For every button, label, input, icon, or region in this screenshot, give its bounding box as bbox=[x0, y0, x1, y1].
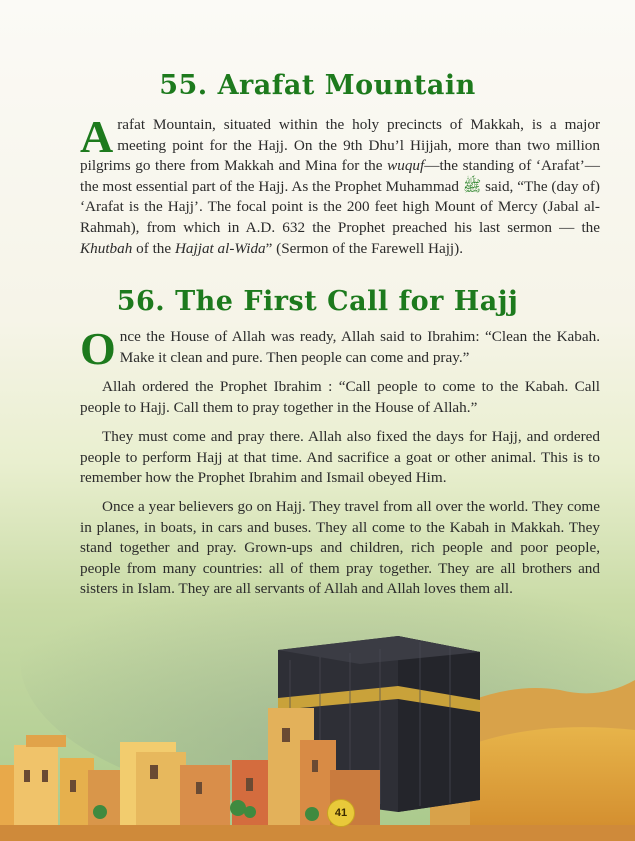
first-call-paragraph-2: Allah ordered the Prophet Ibrahim : “Call people to come to the Kabah. Call people to Hajj. Call them to pray together in the House of Allah.” bbox=[80, 378, 600, 416]
first-call-paragraph-4: Once a year believers go on Hajj. They travel from all over the world. They come in planes, in boats, in cars and buses. They all come to the Kabah in Makkah. They stand together and pray. Grown-ups and children, rich people and poor people, people from many countries: all of them pray together. They are all brothers and sisters in Islam. They are all servants of Allah and Allah loves them all. bbox=[80, 498, 600, 598]
term-khutbah: Khutbah bbox=[80, 239, 133, 257]
arafat-paragraph bbox=[80, 111, 600, 259]
arafat-text-end: ” (Sermon of the Farewell Hajj). bbox=[265, 239, 464, 257]
section-heading-arafat: 55. Arafat Mountain bbox=[159, 70, 476, 101]
page-number: 41 bbox=[327, 799, 355, 827]
first-call-text-1: nce the House of Allah was ready, Allah said to Ibrahim: “Clean the Kabah. Make it clean and pure. Then people can come and pray.” bbox=[119, 328, 600, 366]
dropcap-a: A bbox=[80, 111, 114, 162]
arafat-text-start: rafat Mountain, situated within the holy precincts of Makkah, is a major meeting point for the Hajj. On the 9th Dhu’l Hijjah, more than two million pilgrims go there from Makkah and Mina for the bbox=[80, 116, 600, 175]
first-call-paragraph-1 bbox=[80, 323, 600, 374]
salutation-symbol: ﷺ bbox=[462, 177, 482, 195]
arafat-text-mid2: said, “The (day of) ‘Arafat is the Hajj’. The focal point is the 200 feet high Mount of Mercy (Jabal al-Rahmah), from which in A.D. 632 the Prophet preached his last sermon — the bbox=[80, 177, 600, 236]
term-wuquf: wuquf bbox=[387, 157, 425, 175]
dropcap-o: O bbox=[80, 323, 116, 374]
arafat-text-mid: —the standing of ‘Arafat’— the most essential part of the Hajj. As the Prophet Muhammad bbox=[80, 157, 600, 195]
section-heading-first-call: 56. The First Call for Hajj bbox=[116, 286, 519, 317]
first-call-paragraph-3: They must come and pray there. Allah also fixed the days for Hajj, and ordered people to perform Hajj at that time. And sacrifice a goat or other animal. This is to remember how the Prophet Ibrahim and Ismail obeyed Him. bbox=[80, 428, 600, 487]
arafat-text-mid3: of the bbox=[132, 239, 175, 257]
term-hajjat-al-wida: Hajjat al-Wida bbox=[174, 239, 266, 257]
